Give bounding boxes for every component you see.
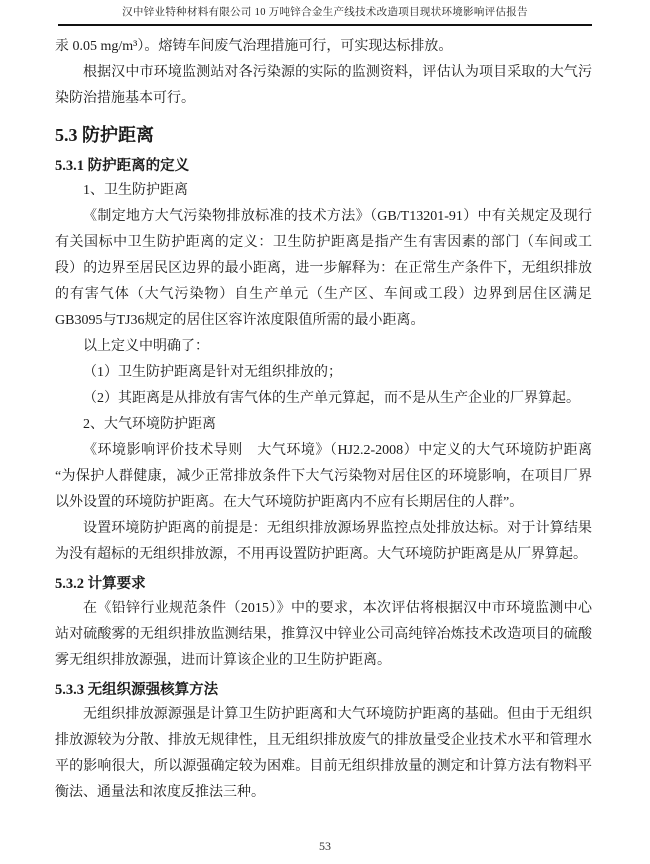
section-heading-5-3: 5.3 防护距离	[55, 125, 154, 145]
paragraph-atmos-distance-premise: 设置环境防护距离的前提是：无组织排放源场界监控点处排放达标。对于计算结果为没有超标的无组织排放源，不用再设置防护距离。大气环境防护距离是从厂界算起。	[55, 521, 592, 562]
list-item-clarify-2: （2）其距离是从排放有害气体的生产单元算起，而不是从生产企业的厂界算起。	[83, 391, 580, 406]
list-item-clarify-1: （1）卫生防护距离是针对无组织排放的；	[83, 365, 342, 380]
paragraph-flue-gas-conclusion: 汞 0.05 mg/m³）。熔铸车间废气治理措施可行，可实现达标排放。	[55, 39, 453, 54]
paragraph-source-strength-method: 无组织排放源源强是计算卫生防护距离和大气环境防护距离的基础。但由于无组织排放源较为分散、排放无规律性，且无组织排放废气的排放量受企业技术水平和管理水平的影响很大，所以源强确定较为困难。目前无组织排放量的测定和计算方法有物料平衡法、通量法和浓度反推法三种。	[55, 707, 592, 800]
page-number: 53	[319, 839, 331, 853]
paragraph-calculation-requirements: 在《铅锌行业规范条件（2015）》中的要求，本次评估将根据汉中市环境监测中心站对硫酸雾的无组织排放监测结果，推算汉中锌业公司高纯锌冶炼技术改造项目的硫酸雾无组织排放源强，进而计算该企业的卫生防护距离。	[55, 601, 592, 668]
paragraph-definition-clarify-intro: 以上定义中明确了：	[83, 339, 209, 354]
paragraph-health-distance-definition: 《制定地方大气污染物排放标准的技术方法》（GB/T13201-91）中有关规定及现行有关国标中卫生防护距离的定义：卫生防护距离是指产生有害因素的部门（车间或工段）的边界至居民区边界的最小距离，进一步解释为：在正常生产条件下，无组织排放的有害气体（大气污染物）自生产单元（生产区、车间或工段）边界到居住区满足GB3095与TJ36规定的居住区容许浓度限值所需的最小距离。	[55, 209, 592, 328]
list-item-health-distance-title: 1、卫生防护距离	[83, 183, 188, 198]
document-body	[55, 34, 592, 806]
paragraph-atmos-distance-definition: 《环境影响评价技术导则 大气环境》（HJ2.2-2008）中定义的大气环境防护距离“为保护人群健康，减少正常排放条件下大气污染物对居住区的环境影响，在项目厂界以外设置的环境防护距离。在大气环境防护距离内不应有长期居住的人群”。	[55, 443, 592, 510]
paragraph-monitoring-conclusion: 根据汉中市环境监测站对各污染源的实际的监测资料，评估认为项目采取的大气污染防治措施基本可行。	[55, 65, 592, 106]
section-heading-5-3-2: 5.3.2 计算要求	[55, 576, 146, 592]
list-item-atmos-distance-title: 2、大气环境防护距离	[83, 417, 216, 432]
section-heading-5-3-3: 5.3.3 无组织源强核算方法	[55, 682, 219, 698]
page-header-title: 汉中锌业特种材料有限公司 10 万吨锌合金生产线技术改造项目现状环境影响评估报告	[58, 6, 592, 26]
section-heading-5-3-1: 5.3.1 防护距离的定义	[55, 158, 190, 174]
